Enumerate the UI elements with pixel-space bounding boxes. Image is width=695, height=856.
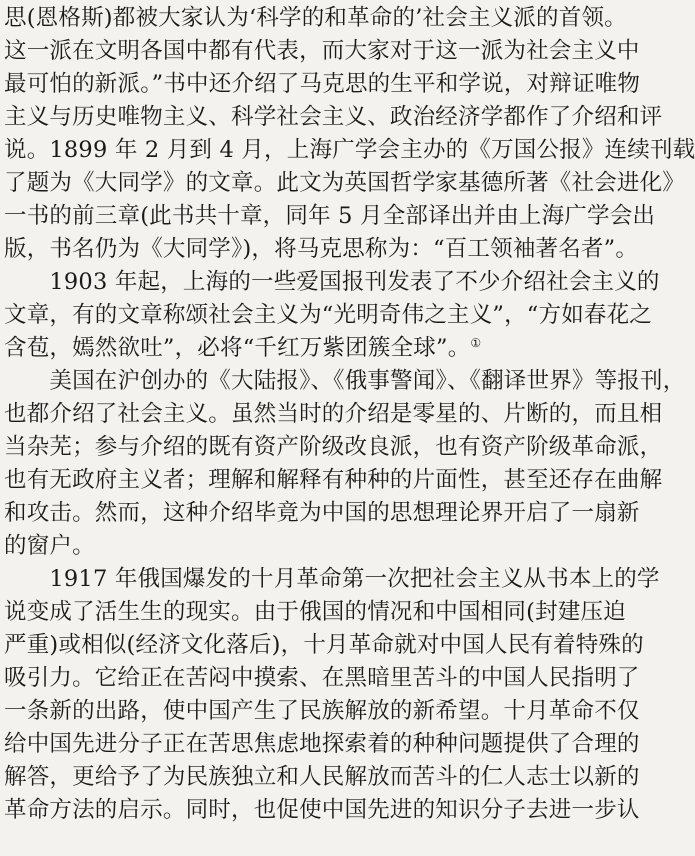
footnote-marker[interactable]: ① <box>470 336 482 350</box>
text-line: 吸引力。它给正在苦闷中摸索、在黑暗里苦斗的中国人民指明了 <box>4 665 640 691</box>
text-line: 文章，有的文章称颂社会主义为“光明奇伟之主义”，“方如春花之 <box>4 302 653 328</box>
text-line: 严重)或相似(经济文化落后)，十月革命就对中国人民有着特殊的 <box>4 632 644 658</box>
text-line: 解答，更给予了为民族独立和人民解放而苦斗的仁人志士以新的 <box>4 764 640 790</box>
text-line: 思(恩格斯)都被大家认为‘科学的和革命的’社会主义派的首领。 <box>4 5 627 31</box>
text-line: 一条新的出路，使中国产生了民族解放的新希望。十月革命不仅 <box>4 698 640 724</box>
text-line: 也有无政府主义者；理解和解释有种种的片面性，甚至还存在曲解 <box>4 467 663 493</box>
text-line: 一书的前三章(此书共十章，同年 5 月全部译出并由上海广学会出 <box>4 203 656 229</box>
text-line: 了题为《大同学》的文章。此文为英国哲学家基德所著《社会进化》 <box>4 170 686 196</box>
paragraph-start-line: 1917 年俄国爆发的十月革命第一次把社会主义从书本上的学 <box>4 566 660 592</box>
text-line: 说变成了活生生的现实。由于俄国的情况和中国相同(封建压迫 <box>4 599 626 625</box>
text-line: 革命方法的启示。同时，也促使中国先进的知识分子去进一步认 <box>4 797 640 823</box>
text-line: 最可怕的新派。”书中还介绍了马克思的生平和学说，对辩证唯物 <box>4 71 641 97</box>
text-line: 说。1899 年 2 月到 4 月，上海广学会主办的《万国公报》连续刊载 <box>4 137 695 163</box>
paragraph-start-line: 美国在沪创办的《大陆报》、《俄事警闻》、《翻译世界》等报刊， <box>4 368 686 394</box>
text-line: 这一派在文明各国中都有代表，而大家对于这一派为社会主义中 <box>4 38 640 64</box>
text-line-with-footnote <box>4 332 592 365</box>
paragraph-start-line: 1903 年起，上海的一些爱国报刊发表了不少介绍社会主义的 <box>4 269 660 295</box>
text-line: 的窗户。 <box>4 533 95 559</box>
text-line: 主义与历史唯物主义、科学社会主义、政治经济学都作了介绍和评 <box>4 104 663 130</box>
text-line: 和攻击。然而，这种介绍毕竟为中国的思想理论界开启了一扇新 <box>4 500 640 526</box>
text-line: 版，书名仍为《大同学》)，将马克思称为：“百工领袖著名者”。 <box>4 236 639 262</box>
text-line: 当杂芜；参与介绍的既有资产阶级改良派，也有资产阶级革命派， <box>4 434 663 460</box>
text-segment: 含苞，嫣然欲吐”，必将“千红万紫团簇全球”。 <box>4 335 471 361</box>
text-line: 也都介绍了社会主义。虽然当时的介绍是零星的、片断的，而且相 <box>4 401 663 427</box>
text-line: 给中国先进分子正在苦思焦虑地探索着的种种问题提供了合理的 <box>4 731 640 757</box>
